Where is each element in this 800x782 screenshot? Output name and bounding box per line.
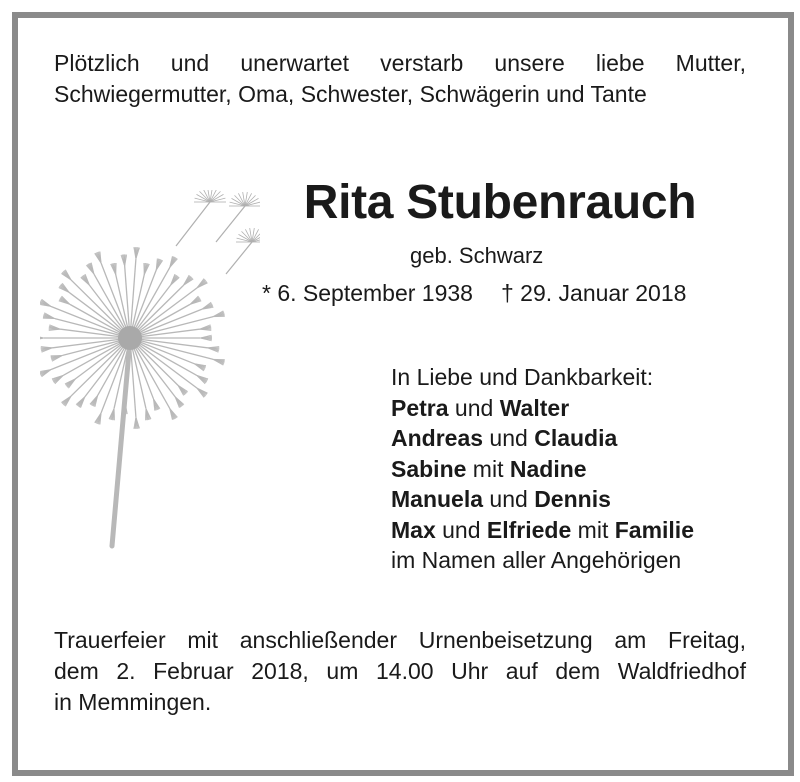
family-member-name: Elfriede <box>486 516 572 543</box>
family-member-name: Nadine <box>509 455 587 482</box>
family-member-row <box>391 393 694 424</box>
intro-text <box>54 48 746 110</box>
family-member-row <box>391 484 694 515</box>
family-connector: mit <box>571 516 615 543</box>
family-member-name: Manuela <box>391 486 484 512</box>
deceased-name: Rita Stubenrauch <box>303 176 697 229</box>
service-line: in Memmingen. <box>54 689 212 715</box>
family-connector: und <box>483 425 535 451</box>
family-member-name: Familie <box>614 516 694 543</box>
family-rows <box>391 393 694 546</box>
family-connector: und <box>483 486 535 512</box>
intro-line: Schwiegermutter, Oma, Schwester, Schwägerin und Tante <box>54 81 647 107</box>
family-member-name: Dennis <box>534 486 611 512</box>
family-member-name: Walter <box>499 394 570 421</box>
intro-line: Plötzlich und unerwartet verstarb unsere liebe Mutter, <box>54 50 746 76</box>
family-connector: und <box>435 516 487 543</box>
family-member-name: Andreas <box>391 425 484 451</box>
service-info <box>54 625 746 718</box>
maiden-name: geb. Schwarz <box>410 243 544 268</box>
death-date: † 29. Januar 2018 <box>500 280 687 306</box>
family-connector: und <box>448 394 500 421</box>
family-member-row <box>391 515 694 546</box>
service-line: dem 2. Februar 2018, um 14.00 Uhr auf dem Waldfriedhof <box>54 658 746 684</box>
family-member-name: Sabine <box>391 455 467 482</box>
family-closing: im Namen aller Angehörigen <box>391 547 682 573</box>
family-list <box>391 362 694 576</box>
family-member-name: Claudia <box>534 425 618 451</box>
family-member-row <box>391 423 694 454</box>
family-connector: mit <box>466 455 510 482</box>
life-dates <box>262 278 686 308</box>
family-member-name: Petra <box>391 394 449 421</box>
birth-date: * 6. September 1938 <box>262 280 473 306</box>
service-line: Trauerfeier mit anschließender Urnenbeisetzung am Freitag, <box>54 627 746 653</box>
family-intro: In Liebe und Dankbarkeit: <box>391 364 654 390</box>
dandelion-icon <box>40 190 260 555</box>
family-member-name: Max <box>391 516 436 543</box>
family-member-row <box>391 454 694 485</box>
